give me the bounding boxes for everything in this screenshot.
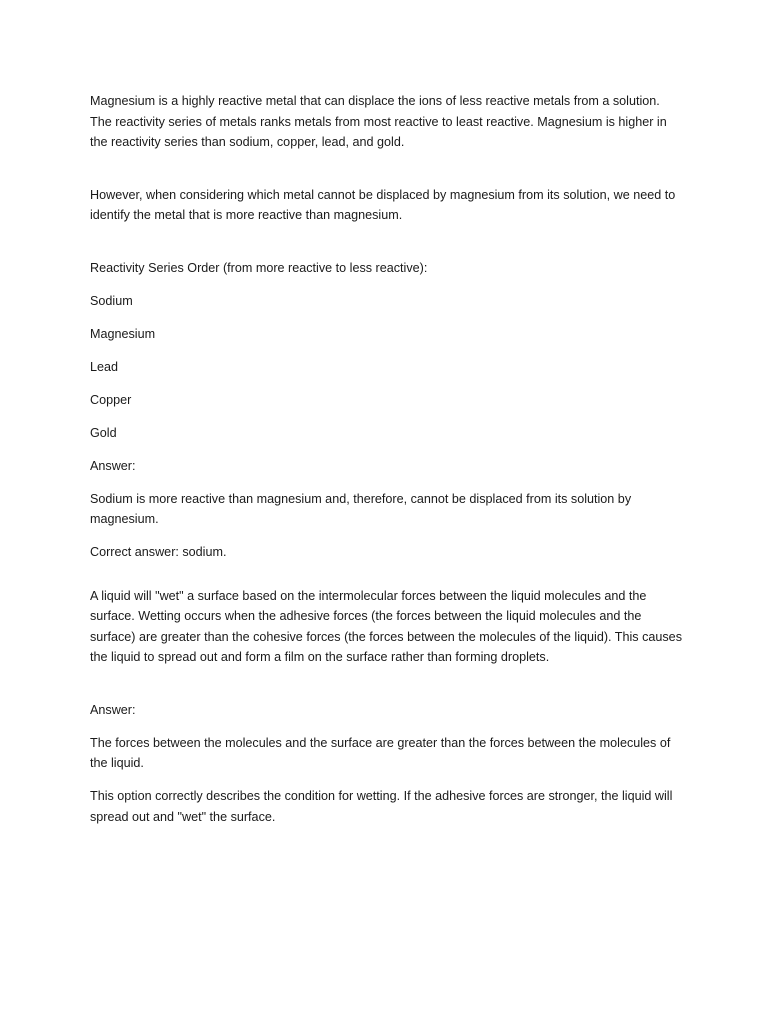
paragraph-forces-answer: The forces between the molecules and the surface are greater than the forces between the molecules of the liquid. (90, 735, 671, 770)
list-item-gold: Gold (90, 425, 117, 440)
paragraph-wetting-explanation: A liquid will "wet" a surface based on the intermolecular forces between the liquid molecules and the surface. Wetting occurs when the adhesive forces (the forces between the liquid molecules and the surface) are greater than the cohesive forces (the forces between the molecules of the liquid). This causes the liquid to spread out and form a film on the surface rather than forming droplets. (90, 588, 682, 664)
paragraph-wetting-condition: This option correctly describes the condition for wetting. If the adhesive forces are stronger, the liquid will spread out and "wet" the surface. (90, 789, 673, 824)
answer-label-2: Answer: (90, 702, 136, 717)
list-item-magnesium: Magnesium (90, 326, 156, 341)
answer-label-1: Answer: (90, 458, 136, 473)
paragraph-sodium-answer: Sodium is more reactive than magnesium and, therefore, cannot be displaced from its solution by magnesium. (90, 491, 632, 526)
document-body (90, 91, 682, 840)
paragraph-magnesium-intro: Magnesium is a highly reactive metal that can displace the ions of less reactive metals from a solution. The reactivity series of metals ranks metals from most reactive to least reactive. Magnesium is higher in the reactivity series than sodium, copper, lead, and gold. (90, 94, 667, 149)
paragraph-displacement-question: However, when considering which metal cannot be displaced by magnesium from its solution, we need to identify the metal that is more reactive than magnesium. (90, 187, 676, 222)
correct-answer-line: Correct answer: sodium. (90, 545, 227, 559)
list-item-sodium: Sodium (90, 293, 133, 308)
list-item-copper: Copper (90, 392, 132, 407)
reactivity-series-heading: Reactivity Series Order (from more reactive to less reactive): (90, 260, 428, 275)
list-item-lead: Lead (90, 359, 119, 374)
